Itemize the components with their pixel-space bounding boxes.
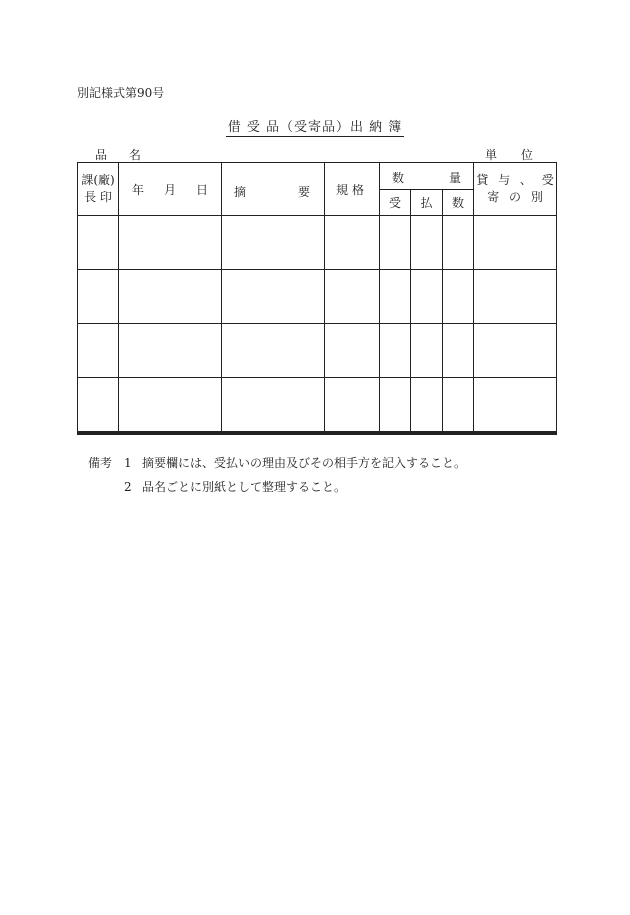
table-row — [78, 378, 557, 434]
note-text: 品名ごとに別紙として整理すること。 — [142, 480, 347, 494]
table-row — [78, 324, 557, 378]
table-cell[interactable] — [411, 378, 443, 434]
page-title — [0, 116, 630, 135]
header-kacho-line1: 課(廠) — [81, 173, 115, 187]
header-harai: 払 — [411, 190, 443, 216]
table-cell[interactable] — [474, 324, 557, 378]
table-cell[interactable] — [443, 324, 474, 378]
header-tekiyo-left: 摘 — [234, 185, 247, 199]
table-cell[interactable] — [443, 216, 474, 270]
header-suryo — [380, 163, 474, 190]
ledger-table — [77, 162, 557, 435]
table-cell[interactable] — [119, 324, 222, 378]
table-cell[interactable] — [411, 216, 443, 270]
table-cell[interactable] — [119, 216, 222, 270]
header-kashi-line1: 貸 与 、 受 — [476, 173, 554, 187]
table-cell[interactable] — [222, 324, 325, 378]
header-kashi-line2: 寄 の 別 — [487, 190, 543, 204]
notes-label: 備考 — [88, 456, 113, 470]
table-cell[interactable] — [78, 216, 119, 270]
header-month: 月 — [163, 182, 176, 197]
table-cell[interactable] — [380, 324, 411, 378]
header-kashi — [474, 163, 557, 216]
note-number: 2 — [124, 480, 132, 494]
header-kacho — [78, 163, 119, 216]
header-suryo-left: 数 — [392, 171, 405, 185]
table-cell[interactable] — [325, 378, 380, 434]
note-item — [88, 475, 466, 499]
notes-section — [88, 451, 466, 499]
header-year: 年 — [131, 182, 144, 197]
note-number: 1 — [124, 456, 132, 470]
table-cell[interactable] — [119, 378, 222, 434]
header-tekiyo-right: 要 — [297, 185, 310, 199]
header-suryo-right: 量 — [449, 171, 462, 185]
note-text: 摘要欄には、受払いの理由及びその相手方を記入すること。 — [142, 456, 467, 470]
table-cell[interactable] — [78, 270, 119, 324]
header-uke: 受 — [380, 190, 411, 216]
table-cell[interactable] — [380, 216, 411, 270]
table-cell[interactable] — [380, 378, 411, 434]
table-row — [78, 216, 557, 270]
header-date — [119, 163, 222, 216]
header-tekiyo — [222, 163, 325, 216]
table-cell[interactable] — [380, 270, 411, 324]
table-cell[interactable] — [325, 216, 380, 270]
table-cell[interactable] — [411, 270, 443, 324]
tani-label: 単 位 — [485, 148, 533, 162]
table-cell[interactable] — [78, 378, 119, 434]
header-day: 日 — [195, 182, 208, 197]
header-kikaku: 規格 — [325, 163, 380, 216]
table-cell[interactable] — [222, 270, 325, 324]
table-cell[interactable] — [325, 324, 380, 378]
table-cell[interactable] — [474, 270, 557, 324]
table-cell[interactable] — [474, 378, 557, 434]
table-cell[interactable] — [443, 270, 474, 324]
table-cell[interactable] — [78, 324, 119, 378]
table-cell[interactable] — [222, 216, 325, 270]
table-cell[interactable] — [411, 324, 443, 378]
table-cell[interactable] — [119, 270, 222, 324]
table-row — [78, 270, 557, 324]
table-cell[interactable] — [222, 378, 325, 434]
table-cell[interactable] — [325, 270, 380, 324]
form-number: 別記様式第90号 — [77, 86, 165, 100]
header-kacho-line2: 長 印 — [84, 190, 112, 204]
title-text: 借 受 品（受寄品）出 納 簿 — [227, 120, 403, 135]
table-cell[interactable] — [474, 216, 557, 270]
header-kazu: 数 — [443, 190, 474, 216]
table-cell[interactable] — [443, 378, 474, 434]
hinmei-label: 品 名 — [95, 148, 141, 162]
note-item — [88, 451, 466, 475]
